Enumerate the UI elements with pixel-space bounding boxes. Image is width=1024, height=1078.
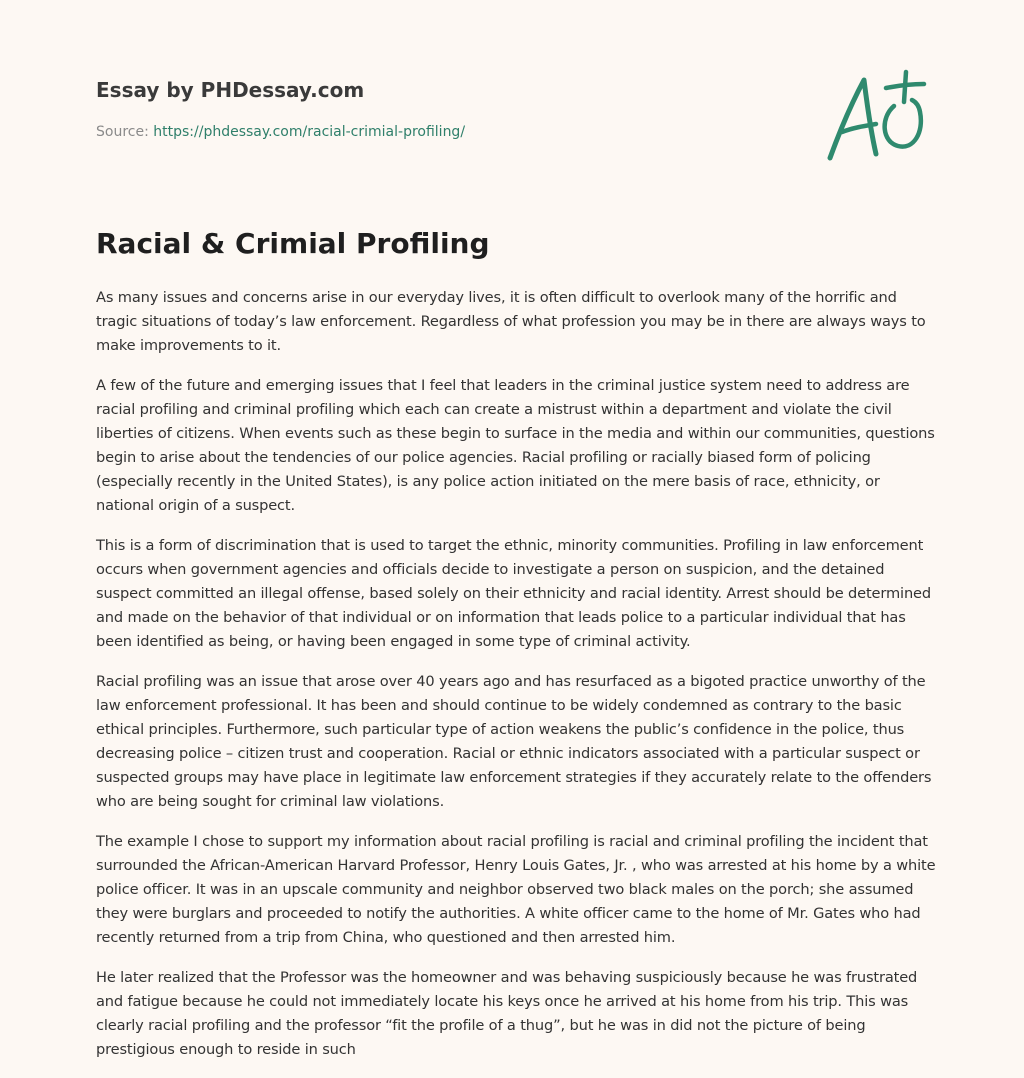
essay-paragraph: Racial profiling was an issue that arose over 40 years ago and has resurfaced as a bigoted practice unworthy of the law enforcement professional. It has been and should continue to be widely condemned as contrary to the basic ethical principles. Furthermore, such particular type of action weakens the public’s confidence in the police, thus decreasing police – citizen trust and cooperation. Racial or ethnic indicators associated with a particular suspect or suspected groups may have place in legitimate law enforcement strategies if they accurately relate to the offenders who are being sought for criminal law violations. bbox=[96, 673, 932, 810]
essay-paragraph: This is a form of discrimination that is used to target the ethnic, minority communities. Profiling in law enforcement occurs when government agencies and officials decide to investigate a person on suspicion, and the detained suspect committed an illegal offense, based solely on their ethnicity and racial identity. Arrest should be determined and made on the behavior of that individual or on information that leads police to a particular individual that has been identified as being, or having been engaged in some type of criminal activity. bbox=[96, 537, 931, 650]
a-plus-logo-icon bbox=[820, 66, 930, 166]
essay-paragraph: A few of the future and emerging issues that I feel that leaders in the criminal justice system need to address are racial profiling and criminal profiling which each can create a mistrust within a department and violate the civil liberties of citizens. When events such as these begin to surface in the media and within our communities, questions begin to arise about the tendencies of our police agencies. Racial profiling or racially biased form of policing (especially recently in the United States), is any police action initiated on the mere basis of race, ethnicity, or national origin of a suspect. bbox=[96, 377, 935, 514]
essay-paragraph: He later realized that the Professor was the homeowner and was behaving suspiciously because he was frustrated and fatigue because he could not immediately locate his keys once he arrived at his home from his trip. This was clearly racial profiling and the professor “fit the profile of a thug”, but he was in did not the picture of being prestigious enough to reside in such bbox=[96, 969, 918, 1058]
essay-paragraph: The example I chose to support my information about racial profiling is racial and criminal profiling the incident that surrounded the African-American Harvard Professor, Henry Louis Gates, Jr. , who was arrested at his home by a white police officer. It was in an upscale community and neighbor observed two black males on the porch; she assumed they were burglars and proceeded to notify the authorities. A white officer came to the home of Mr. Gates who had recently returned from a trip from China, who questioned and then arrested him. bbox=[96, 833, 936, 946]
source-line bbox=[96, 122, 936, 142]
site-title: Essay by PHDessay.com bbox=[96, 78, 365, 102]
source-label: Source: bbox=[96, 124, 154, 140]
essay-paragraph: As many issues and concerns arise in our everyday lives, it is often difficult to overlook many of the horrific and tragic situations of today’s law enforcement. Regardless of what profession you may be in there are always ways to make improvements to it. bbox=[96, 289, 926, 354]
essay-body bbox=[96, 286, 936, 1078]
page-header bbox=[96, 76, 936, 142]
essay-title: Racial & Crimial Profiling bbox=[96, 227, 490, 260]
source-link[interactable]: https://phdessay.com/racial-crimial-profiling/ bbox=[153, 124, 466, 140]
